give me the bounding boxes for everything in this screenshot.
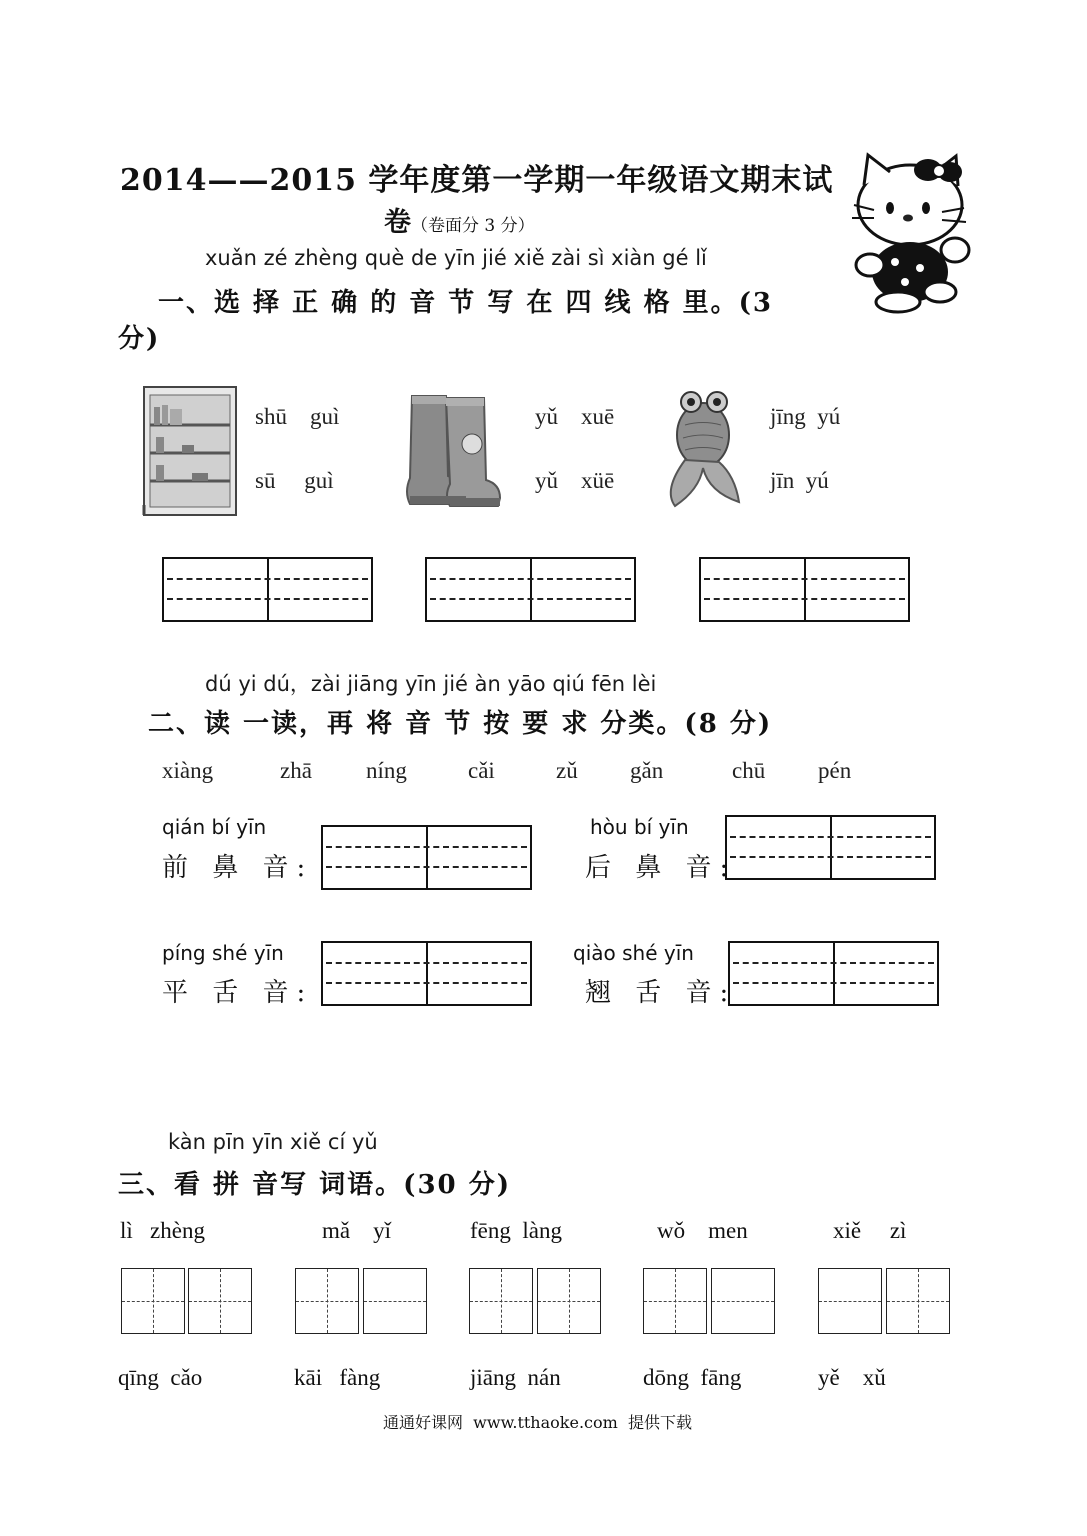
word-4-pinyin: wǒ men <box>657 1218 748 1243</box>
option-yuxue-a: yǔ xuē <box>535 404 615 429</box>
syllable-2: zhā <box>280 758 312 783</box>
tianzige-cell[interactable] <box>363 1268 427 1334</box>
answer-box-ping[interactable] <box>321 941 532 1006</box>
tianzige-cell[interactable] <box>886 1268 950 1334</box>
tianzige-cell[interactable] <box>537 1268 601 1334</box>
answer-box-qian[interactable] <box>321 825 532 890</box>
syllable-1: xiàng <box>162 758 214 783</box>
tianzige-cell[interactable] <box>818 1268 882 1334</box>
category-qian-pinyin: qián bí yīn <box>162 815 267 839</box>
tianzige-cell[interactable] <box>121 1268 185 1334</box>
answer-box-goldfish[interactable] <box>699 557 910 622</box>
category-qiao-label: 翘 舌 音: <box>585 978 737 1008</box>
section3-heading: 三、看 拼 音写 词语。(30 分) <box>118 1170 511 1200</box>
tianzige-cell[interactable] <box>643 1268 707 1334</box>
answer-box-qiao[interactable] <box>728 941 939 1006</box>
section2-heading: 二、读 一读，再 将 音 节 按 要 求 分类。(8 分) <box>148 709 773 739</box>
word-10-pinyin: yě xǔ <box>818 1365 886 1390</box>
tianzige-cell[interactable] <box>295 1268 359 1334</box>
section1-pinyin-hint: xuǎn zé zhèng què de yīn jié xiě zài sì xiàn gé lǐ <box>205 246 707 270</box>
category-qiao-pinyin: qiào shé yīn <box>573 941 694 965</box>
answer-box-hou[interactable] <box>725 815 936 880</box>
syllable-7: chū <box>732 758 766 783</box>
word-9-pinyin: dōng fāng <box>643 1365 742 1390</box>
bookcase-picture <box>142 385 238 517</box>
section1-heading-tail: 分) <box>118 324 161 354</box>
word-7-pinyin: kāi fàng <box>294 1365 381 1390</box>
tianzige-cell[interactable] <box>188 1268 252 1334</box>
tianzige-cell[interactable] <box>469 1268 533 1334</box>
answer-box-boots[interactable] <box>425 557 636 622</box>
category-hou-pinyin: hòu bí yīn <box>590 815 689 839</box>
tianzige-cell[interactable] <box>711 1268 775 1334</box>
option-jingyu-a: jīng yú <box>770 404 841 429</box>
exam-title: 2014——2015 学年度第一学期一年级语文期末试 <box>120 163 834 198</box>
category-ping-pinyin: píng shé yīn <box>162 941 284 965</box>
boots-picture <box>402 392 502 510</box>
hello-kitty-illustration <box>850 150 980 315</box>
word-8-pinyin: jiāng nán <box>470 1365 561 1390</box>
title-tail-char: 卷 <box>384 207 411 238</box>
syllable-4: cǎi <box>468 758 495 783</box>
section1-heading: 一、选 择 正 确 的 音 节 写 在 四 线 格 里。(3 <box>158 288 774 318</box>
syllable-5: zǔ <box>556 758 578 783</box>
option-yuxue-b: yǔ xüē <box>535 468 615 493</box>
goldfish-picture <box>655 380 750 510</box>
syllable-3: níng <box>366 758 407 783</box>
word-3-pinyin: fēng làng <box>470 1218 562 1243</box>
syllable-8: pén <box>818 758 852 783</box>
word-1-pinyin: lì zhèng <box>120 1218 205 1243</box>
exam-title-tail <box>384 200 535 239</box>
category-qian-label: 前 鼻 音: <box>162 853 314 883</box>
section3-pinyin-hint: kàn pīn yīn xiě cí yǔ <box>168 1130 378 1154</box>
option-jingyu-b: jīn yú <box>770 468 829 493</box>
syllable-6: gǎn <box>630 758 664 783</box>
presentation-score-note: （卷面分 3 分） <box>411 216 535 236</box>
page-footer: 通通好课网 www.tthaoke.com 提供下载 <box>383 1413 692 1432</box>
option-shugui-b: sū guì <box>255 468 334 493</box>
word-5-pinyin: xiě zì <box>833 1218 907 1243</box>
section2-pinyin-hint: dú yi dú，zài jiāng yīn jié àn yāo qiú fēn lèi <box>205 672 657 696</box>
option-shugui-a: shū guì <box>255 404 340 429</box>
word-6-pinyin: qīng cǎo <box>118 1365 203 1390</box>
category-hou-label: 后 鼻 音: <box>585 853 737 883</box>
category-ping-label: 平 舌 音: <box>162 978 314 1008</box>
answer-box-bookcase[interactable] <box>162 557 373 622</box>
word-2-pinyin: mǎ yǐ <box>322 1218 391 1243</box>
